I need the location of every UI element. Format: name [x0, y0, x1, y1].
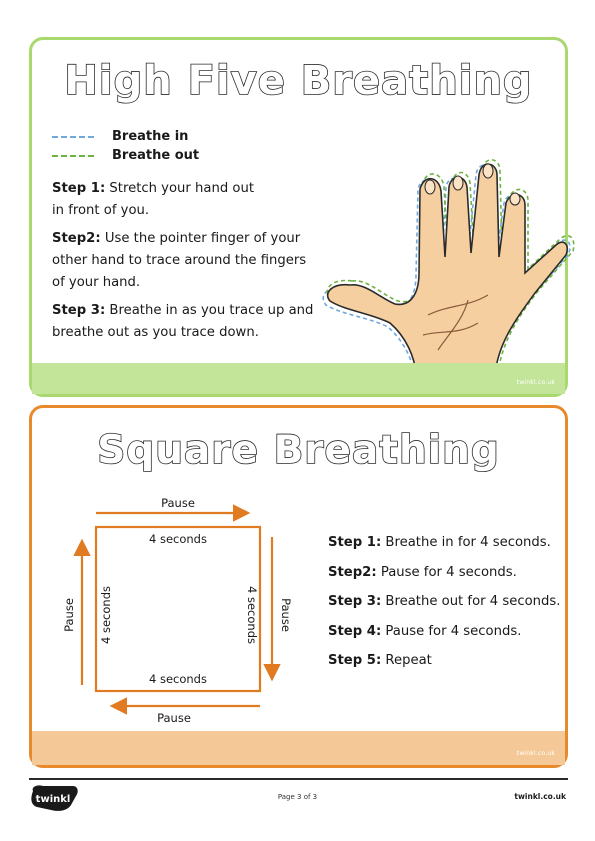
square-step-5-label: Step 5:: [328, 653, 382, 668]
step-2-label: Step2:: [52, 231, 101, 246]
seconds-right-label: 4 seconds: [245, 586, 259, 644]
step-3: [52, 300, 322, 344]
band-url: twinkl.co.uk: [516, 750, 555, 757]
square-step-1-text: Breathe in for 4 seconds.: [381, 535, 551, 550]
square-step-2-label: Step2:: [328, 564, 377, 580]
seconds-top-label: 4 seconds: [149, 532, 207, 546]
square-step-5-text: Repeat: [381, 653, 432, 668]
nail-ring: [483, 164, 493, 178]
square-step-2: [328, 564, 560, 582]
legend-label-in: Breathe in: [112, 129, 189, 144]
step-1-label: Step 1:: [52, 181, 106, 196]
square-steps: [328, 534, 560, 682]
footer-rule: [29, 778, 568, 780]
hand-palm: [328, 164, 568, 375]
legend-line-green: [52, 155, 94, 157]
square-card: [29, 405, 568, 768]
legend-row-out: [52, 146, 199, 165]
high-five-card: [29, 37, 568, 397]
legend-line-blue: [52, 136, 94, 138]
square-step-5: [328, 652, 560, 670]
legend-row-in: [52, 127, 199, 146]
high-five-steps: [52, 178, 322, 350]
square-step-4-label: Step 4:: [328, 623, 382, 639]
step-3-text: Breathe in as you trace up and breathe out as you trace down.: [52, 303, 314, 340]
square-step-1: [328, 534, 560, 552]
square-step-3: [328, 593, 560, 611]
pause-top-label: Pause: [161, 496, 195, 510]
high-five-title: High Five Breathing: [64, 58, 533, 104]
square-band: [32, 731, 565, 765]
legend: [52, 127, 199, 165]
pause-left-label: Pause: [62, 598, 76, 632]
logo-text: twinkl: [35, 794, 71, 805]
pause-bottom-label: Pause: [157, 711, 191, 725]
nail-middle: [453, 176, 463, 190]
seconds-bottom-label: 4 seconds: [149, 672, 207, 686]
square-step-1-label: Step 1:: [328, 535, 382, 550]
nail-pinky: [510, 193, 520, 205]
step-2: [52, 228, 322, 294]
seconds-left-label: 4 seconds: [99, 586, 113, 644]
square-title: Square Breathing: [97, 428, 500, 473]
square-step-2-text: Pause for 4 seconds.: [376, 564, 517, 580]
nail-index: [425, 180, 435, 194]
legend-label-out: Breathe out: [112, 148, 200, 163]
band-url: twinkl.co.uk: [516, 379, 555, 386]
square-diagram: [62, 496, 293, 725]
step-1-text: Stretch your hand out in front of you.: [52, 181, 254, 218]
square-step-3-label: Step 3:: [328, 594, 382, 609]
breathing-square: [96, 527, 260, 691]
step-1: [52, 178, 267, 222]
square-step-3-text: Breathe out for 4 seconds.: [381, 594, 561, 609]
page-number: Page 3 of 3: [277, 793, 318, 801]
footer-url[interactable]: twinkl.co.uk: [514, 792, 566, 801]
square-step-4-text: Pause for 4 seconds.: [381, 623, 522, 639]
high-five-band: [32, 363, 565, 394]
step-2-text: Use the pointer finger of your other hand to trace around the fingers of your hand.: [52, 231, 307, 290]
hand-illustration: [318, 135, 568, 375]
square-step-4: [328, 623, 560, 641]
step-3-label: Step 3:: [52, 303, 106, 318]
pause-right-label: Pause: [279, 598, 293, 632]
